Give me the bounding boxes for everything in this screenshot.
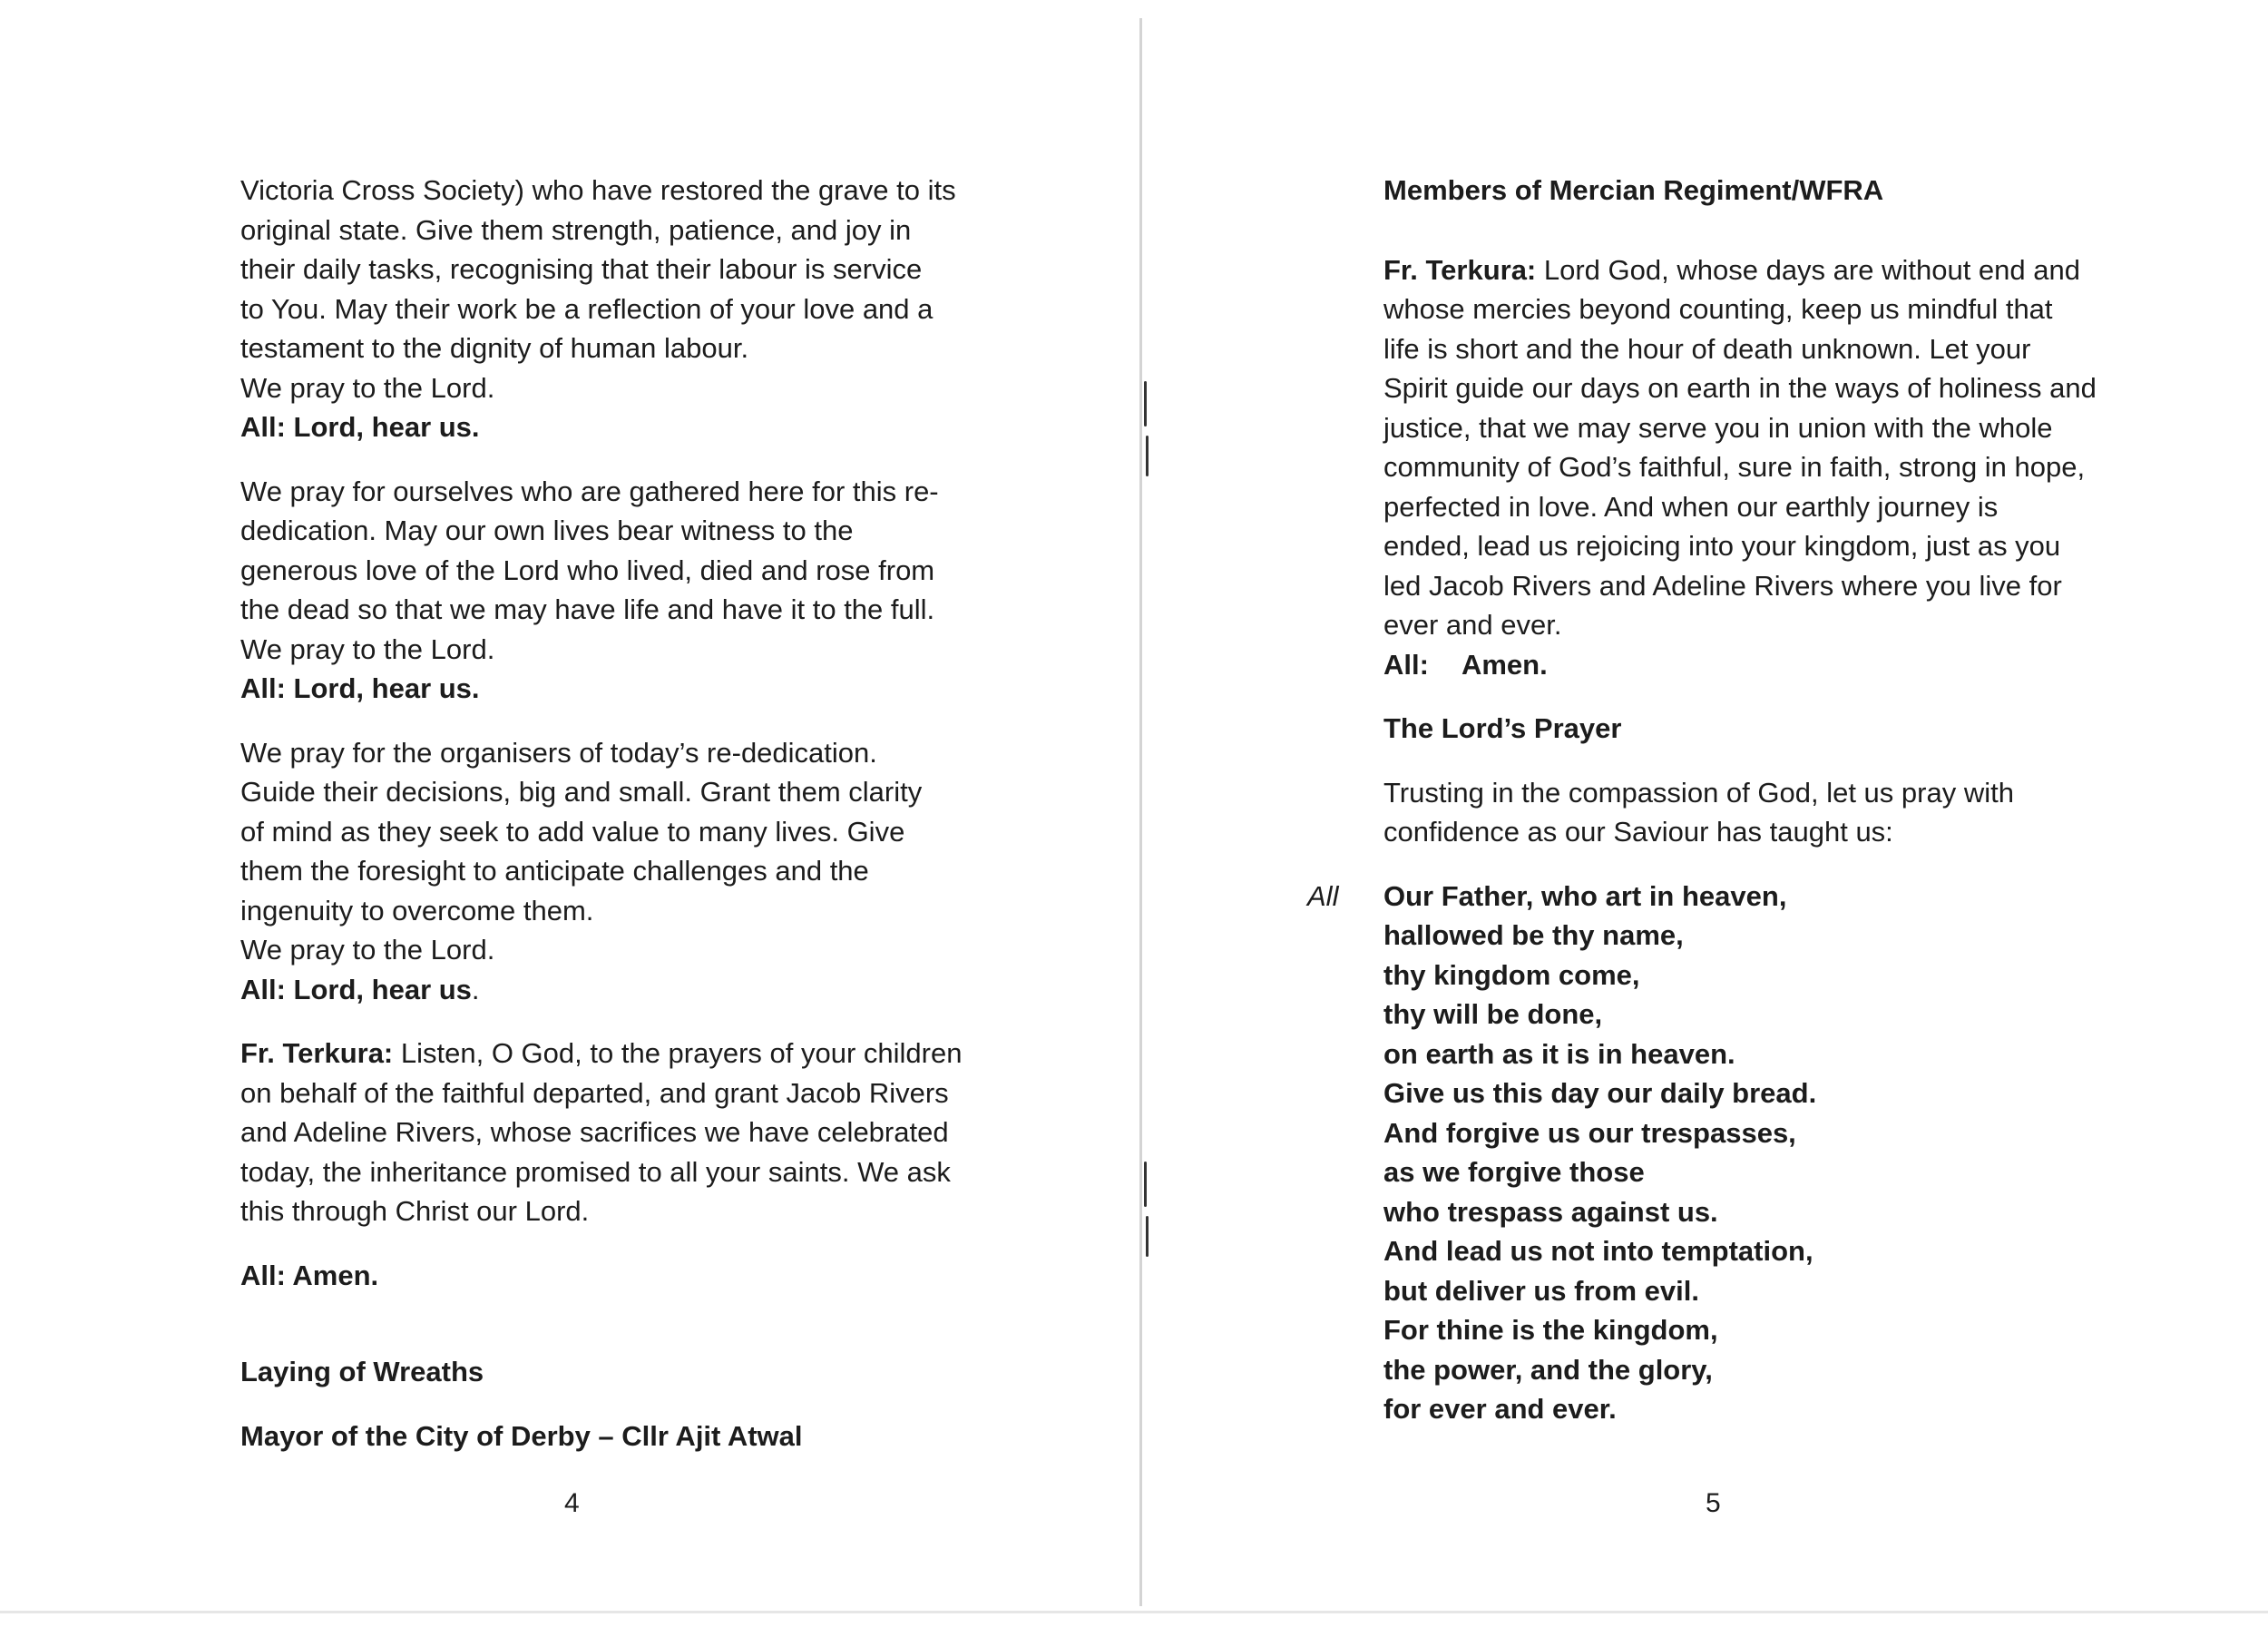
- text-line: on behalf of the faithful departed, and grant Jacob Rivers: [240, 1076, 949, 1109]
- text-line: community of God’s faithful, sure in faith, strong in hope,: [1383, 451, 2086, 483]
- page-5-text: [1307, 171, 2218, 1454]
- text-line: generous love of the Lord who lived, died and rose from: [240, 554, 935, 586]
- prayer-first-line: [1383, 250, 2218, 290]
- prayer-line: on earth as it is in heaven.: [1383, 1037, 1735, 1070]
- text-line: life is short and the hour of death unknown. Let your: [1383, 332, 2031, 365]
- amen-response: [240, 1256, 1057, 1296]
- intercession-paragraph: [240, 472, 1057, 709]
- text-line: We pray to the Lord.: [240, 371, 495, 404]
- response-text: Amen.: [1461, 648, 1548, 681]
- response-end: .: [471, 973, 480, 1005]
- text-line: ended, lead us rejoicing into your kingdom, just as you: [1383, 530, 2061, 562]
- section-heading: [1383, 709, 2218, 749]
- text-line: the dead so that we may have life and have it to the full.: [240, 593, 935, 625]
- text-line: Spirit guide our days on earth in the ways of holiness and: [1383, 372, 2097, 404]
- text-line: We pray to the Lord.: [240, 934, 495, 966]
- prayer-line: who trespass against us.: [1383, 1195, 1718, 1228]
- prayer-line: hallowed be thy name,: [1383, 919, 1684, 951]
- text-line: to You. May their work be a reflection of your love and a: [240, 292, 934, 325]
- section-heading: [240, 1352, 1057, 1392]
- text-line: their daily tasks, recognising that their labour is service: [240, 253, 923, 285]
- prayer-block: [1383, 250, 2218, 685]
- response-text: All: Lord, hear us: [240, 973, 472, 1005]
- prayer-text: Lord God, whose days are without end and: [1536, 253, 2080, 286]
- page-number: 5: [1706, 1488, 1721, 1518]
- text-line: today, the inheritance promised to all your saints. We ask: [240, 1155, 951, 1188]
- text-line: led Jacob Rivers and Adeline Rivers where you live for: [1383, 569, 2062, 602]
- intercession-paragraph: [240, 171, 1057, 447]
- text-line: perfected in love. And when our earthly journey is: [1383, 490, 1999, 523]
- text-line: them the foresight to anticipate challenges and the: [240, 855, 869, 887]
- response-line: [240, 970, 1057, 1010]
- prayer-line: thy will be done,: [1383, 998, 1603, 1030]
- heading-lords-prayer: The Lord’s Prayer: [1383, 712, 1622, 744]
- text-line: dedication. May our own lives bear witness to the: [240, 515, 854, 546]
- response-line: All: Lord, hear us.: [240, 411, 480, 443]
- response-label: All:: [1383, 648, 1429, 681]
- text-line: and Adeline Rivers, whose sacrifices we have celebrated: [240, 1116, 949, 1148]
- spacer: [240, 1319, 1057, 1352]
- page-5: [1145, 0, 2268, 1606]
- text-line: Victoria Cross Society) who have restored the grave to its: [240, 174, 956, 206]
- text-line: original state. Give them strength, patience, and joy in: [240, 213, 912, 246]
- intro-paragraph: [1383, 773, 2218, 852]
- text-line: testament to the dignity of human labour.: [240, 332, 749, 364]
- intercession-paragraph: [240, 733, 1057, 1010]
- text-line: ever and ever.: [1383, 609, 1562, 641]
- heading-mayor: Mayor of the City of Derby – Cllr Ajit Atwal: [240, 1419, 803, 1452]
- speaker-label: Fr. Terkura:: [1383, 253, 1537, 286]
- text-line: Guide their decisions, big and small. Grant them clarity: [240, 776, 923, 808]
- heading-members: Members of Mercian Regiment/WFRA: [1383, 174, 1884, 206]
- text-line: this through Christ our Lord.: [240, 1195, 590, 1227]
- page-4-text: [240, 171, 1057, 1480]
- speaker-label: Fr. Terkura:: [240, 1037, 394, 1069]
- text-line: ingenuity to overcome them.: [240, 894, 594, 926]
- text-line: confidence as our Saviour has taught us:: [1383, 816, 1893, 848]
- prayer-line: And forgive us our trespasses,: [1383, 1116, 1796, 1149]
- page-bottom-edge: [0, 1611, 2268, 1613]
- booklet-spine: [1139, 18, 1142, 1606]
- prayer-line: as we forgive those: [1383, 1156, 1645, 1188]
- text-line: We pray to the Lord.: [240, 632, 495, 665]
- lords-prayer: [1307, 877, 2218, 1429]
- prayer-line: For thine is the kingdom,: [1383, 1314, 1718, 1346]
- section-heading: [1383, 171, 2218, 211]
- all-marker: All: [1307, 879, 1339, 912]
- text-line: justice, that we may serve you in union with the whole: [1383, 411, 2053, 444]
- prayer-line: the power, and the glory,: [1383, 1353, 1713, 1386]
- page-number: 4: [564, 1488, 580, 1518]
- text-line: We pray for ourselves who are gathered here for this re-: [240, 475, 939, 507]
- prayer-line: thy kingdom come,: [1383, 958, 1640, 991]
- response-line: [1383, 645, 2218, 685]
- amen-line: All: Amen.: [240, 1259, 379, 1291]
- prayer-line: but deliver us from evil.: [1383, 1274, 1699, 1307]
- response-line: All: Lord, hear us.: [240, 672, 480, 704]
- text-line: of mind as they seek to add value to many lives. Give: [240, 815, 905, 848]
- text-line: whose mercies beyond counting, keep us mindful that: [1383, 293, 2053, 325]
- heading-laying-of-wreaths: Laying of Wreaths: [240, 1356, 484, 1387]
- prayer-text: Listen, O God, to the prayers of your children: [393, 1037, 963, 1069]
- text-line: We pray for the organisers of today’s re-dedication.: [240, 736, 877, 769]
- section-heading: [240, 1417, 1057, 1456]
- closing-prayer: [240, 1034, 1057, 1231]
- prayer-first-line: [240, 1034, 1057, 1073]
- prayer-line: And lead us not into temptation,: [1383, 1235, 1813, 1267]
- prayer-line: Our Father, who art in heaven,: [1383, 879, 1787, 912]
- text-line: Trusting in the compassion of God, let us pray with: [1383, 776, 2014, 809]
- prayer-line: Give us this day our daily bread.: [1383, 1077, 1817, 1109]
- page-4: [0, 0, 1134, 1606]
- prayer-line: for ever and ever.: [1383, 1393, 1617, 1425]
